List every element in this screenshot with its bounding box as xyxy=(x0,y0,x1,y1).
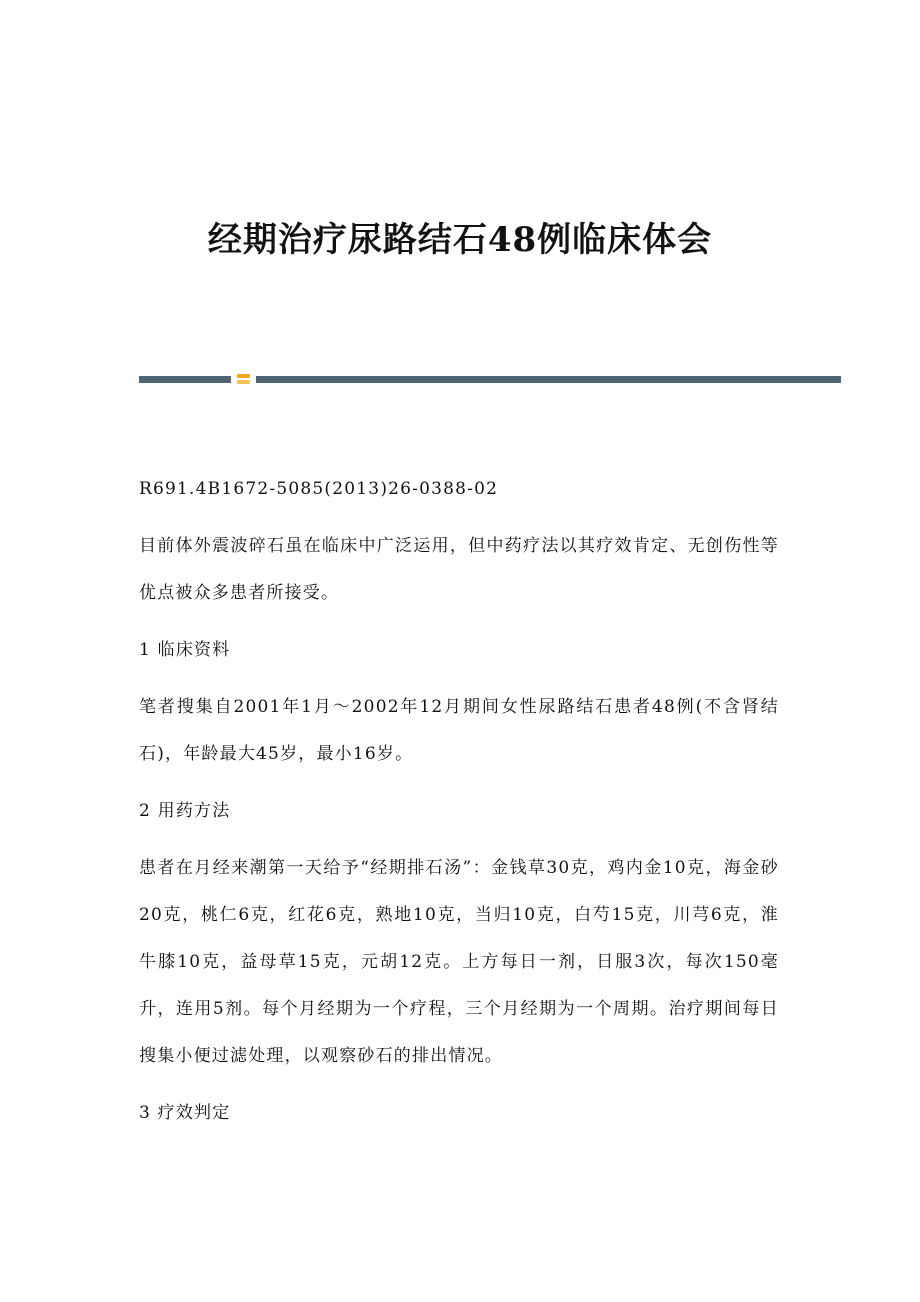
intro-paragraph: 目前体外震波碎石虽在临床中广泛运用，但中药疗法以其疗效肯定、无创伤性等优点被众多患者所接受。 xyxy=(139,536,779,603)
title-divider xyxy=(139,373,841,385)
divider-bar-left xyxy=(139,376,231,383)
page-title: 经期治疗尿路结石48例临床体会 xyxy=(207,220,713,260)
document-body xyxy=(139,466,779,1147)
medication-paragraph: 患者在月经来潮第一天给予“经期排石汤”：金钱草30克，鸡内金10克，海金砂20克，桃仁6克，红花6克，熟地10克，当归10克，白芍15克，川芎6克，淮牛膝10克，益母草15克，元胡12克。上方每日一剂，日服3次，每次150毫升，连用5剂。每个月经期为一个疗程，三个月经期为一个周期。治疗期间每日搜集小便过滤处理，以观察砂石的排出情况。 xyxy=(139,858,779,1066)
divider-accent-icon xyxy=(236,373,251,385)
section-heading-medication: 2 用药方法 xyxy=(139,801,231,821)
clinical-data-paragraph: 笔者搜集自2001年1月～2002年12月期间女性尿路结石患者48例(不含肾结石)，年龄最大45岁，最小16岁。 xyxy=(139,697,779,764)
classification-code: R691.4B1672-5085(2013)26-0388-02 xyxy=(139,479,499,499)
section-heading-clinical-data: 1 临床资料 xyxy=(139,640,231,660)
divider-bar-right xyxy=(256,376,841,383)
section-heading-efficacy: 3 疗效判定 xyxy=(139,1103,231,1123)
divider-accent-bottom xyxy=(237,380,250,384)
divider-accent-top xyxy=(237,374,250,378)
